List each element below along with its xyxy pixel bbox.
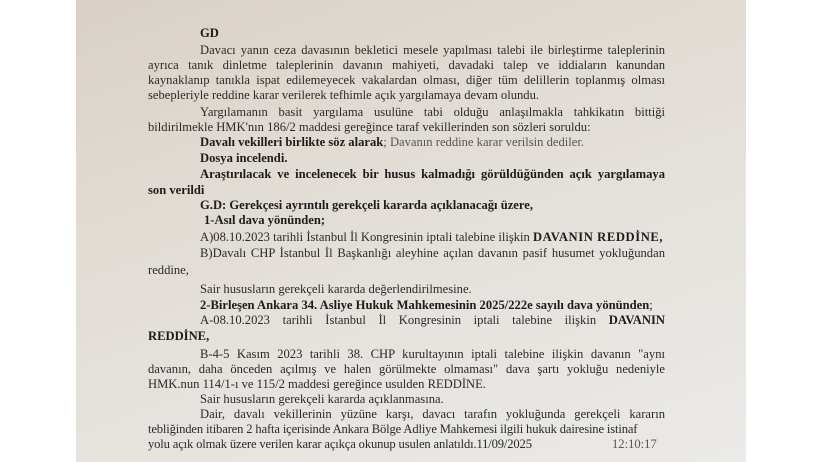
document-photo <box>76 0 746 462</box>
para2-line1: Yargılamanın basit yargılama usulüne tabi olduğu anlaşılmakla tahkikatın bittiği <box>200 105 665 119</box>
closing-line1: Araştırılacak ve incelenecek bir husus kalmadığı görüldüğünden açık yargılamaya <box>200 167 665 181</box>
para1-line1: Davacı yanın ceza davasının bekletici mesele yapılması talebi ile birleştirme taleplerinin <box>200 43 665 57</box>
closing-line2: son verildi <box>148 183 205 197</box>
section2-a-verdict1: DAVANIN <box>608 313 665 327</box>
section2-a-line2: REDDİNE, <box>148 329 210 343</box>
section2-b-line3: HMK.nun 114/1-ı ve 115/2 maddesi gereğince usulden REDDİNE. <box>148 377 486 391</box>
defendant-statement <box>200 134 584 150</box>
file-reviewed: Dosya incelendi. <box>200 151 288 165</box>
para2-line2: bildirilmekle HMK'nın 186/2 maddesi gereğince taraf vekillerinden son sözleri soruldu: <box>148 120 591 134</box>
para1-line3: kaynaklanıp tanıkla ispat edilemeyecek vakalardan olması, diğer tüm delillerin toplanmış olması <box>148 73 665 87</box>
gd-line: G.D: Gerekçesi ayrıntılı gerekçeli kararda açıklanacağı üzere, <box>200 198 533 212</box>
section2-a-text: A-08.10.2023 tarihli İstanbul İl Kongresinin iptali talebine ilişkin <box>200 313 609 327</box>
section1-b-line2: reddine, <box>148 263 189 277</box>
final-line2: tebliğinden itibaren 2 hafta içerisinde Ankara Bölge Adliye Mahkemesi ilgili hukuk dairesine istinaf <box>148 422 638 436</box>
section2-b-line2: davanın, daha önceden açılmış ve halen görülmekte olmaması" dava şartı yokluğu nedeniyle <box>148 362 665 376</box>
defendant-statement-label: Davalı vekilleri birlikte söz alarak <box>200 135 384 149</box>
section2-title <box>200 297 653 313</box>
section1-a-verdict: DAVANIN REDDİNE, <box>532 230 664 244</box>
final-line1: Dair, davalı vekillerinin yüzüne karşı, davacı tarafın yokluğunda gerekçeli kararın <box>200 407 665 421</box>
section1-b-line1: B)Davalı CHP İstanbul İl Başkanlığı aleyhine açılan davanın pasif husumet yokluğundan <box>200 246 665 260</box>
section1-other: Sair hususların gerekçeli kararda değerlendirilmesine. <box>200 282 472 296</box>
section1-a <box>200 229 663 245</box>
heading: GD <box>200 26 219 40</box>
section2-a-line1 <box>200 312 665 328</box>
section1-a-text: A)08.10.2023 tarihli İstanbul İl Kongresinin iptali talebine ilişkin <box>200 230 533 244</box>
section2-other: Sair hususların gerekçeli kararda açıklanmasına. <box>200 392 444 406</box>
para1-line4: sebepleriyle reddine karar verilerek tefhimle açık yargılamaya devam olundu. <box>148 88 540 102</box>
time-stamp: 12:10:17 <box>612 437 657 451</box>
section2-title-suffix: ; <box>649 298 653 312</box>
defendant-statement-text: ; Davanın reddine karar verilsin dediler. <box>383 135 585 149</box>
section2-title-text: 2-Birleşen Ankara 34. Asliye Hukuk Mahkemesinin 2025/222e sayılı dava yönünden <box>200 298 650 312</box>
final-line3: yolu açık olmak üzere verilen karar açıkça okunup usulen anlatıldı.11/09/2025 <box>148 437 532 451</box>
para1-line2: ayrıca tanık dinletme taleplerinin davanın mahiyeti, davadaki talep ve iddiaların kanundan <box>148 58 665 72</box>
section2-b-line1: B-4-5 Kasım 2023 tarihli 38. CHP kurultayının iptali talebine ilişkin davanın "aynı <box>200 347 665 361</box>
section1-title: 1-Asıl dava yönünden; <box>204 213 326 227</box>
